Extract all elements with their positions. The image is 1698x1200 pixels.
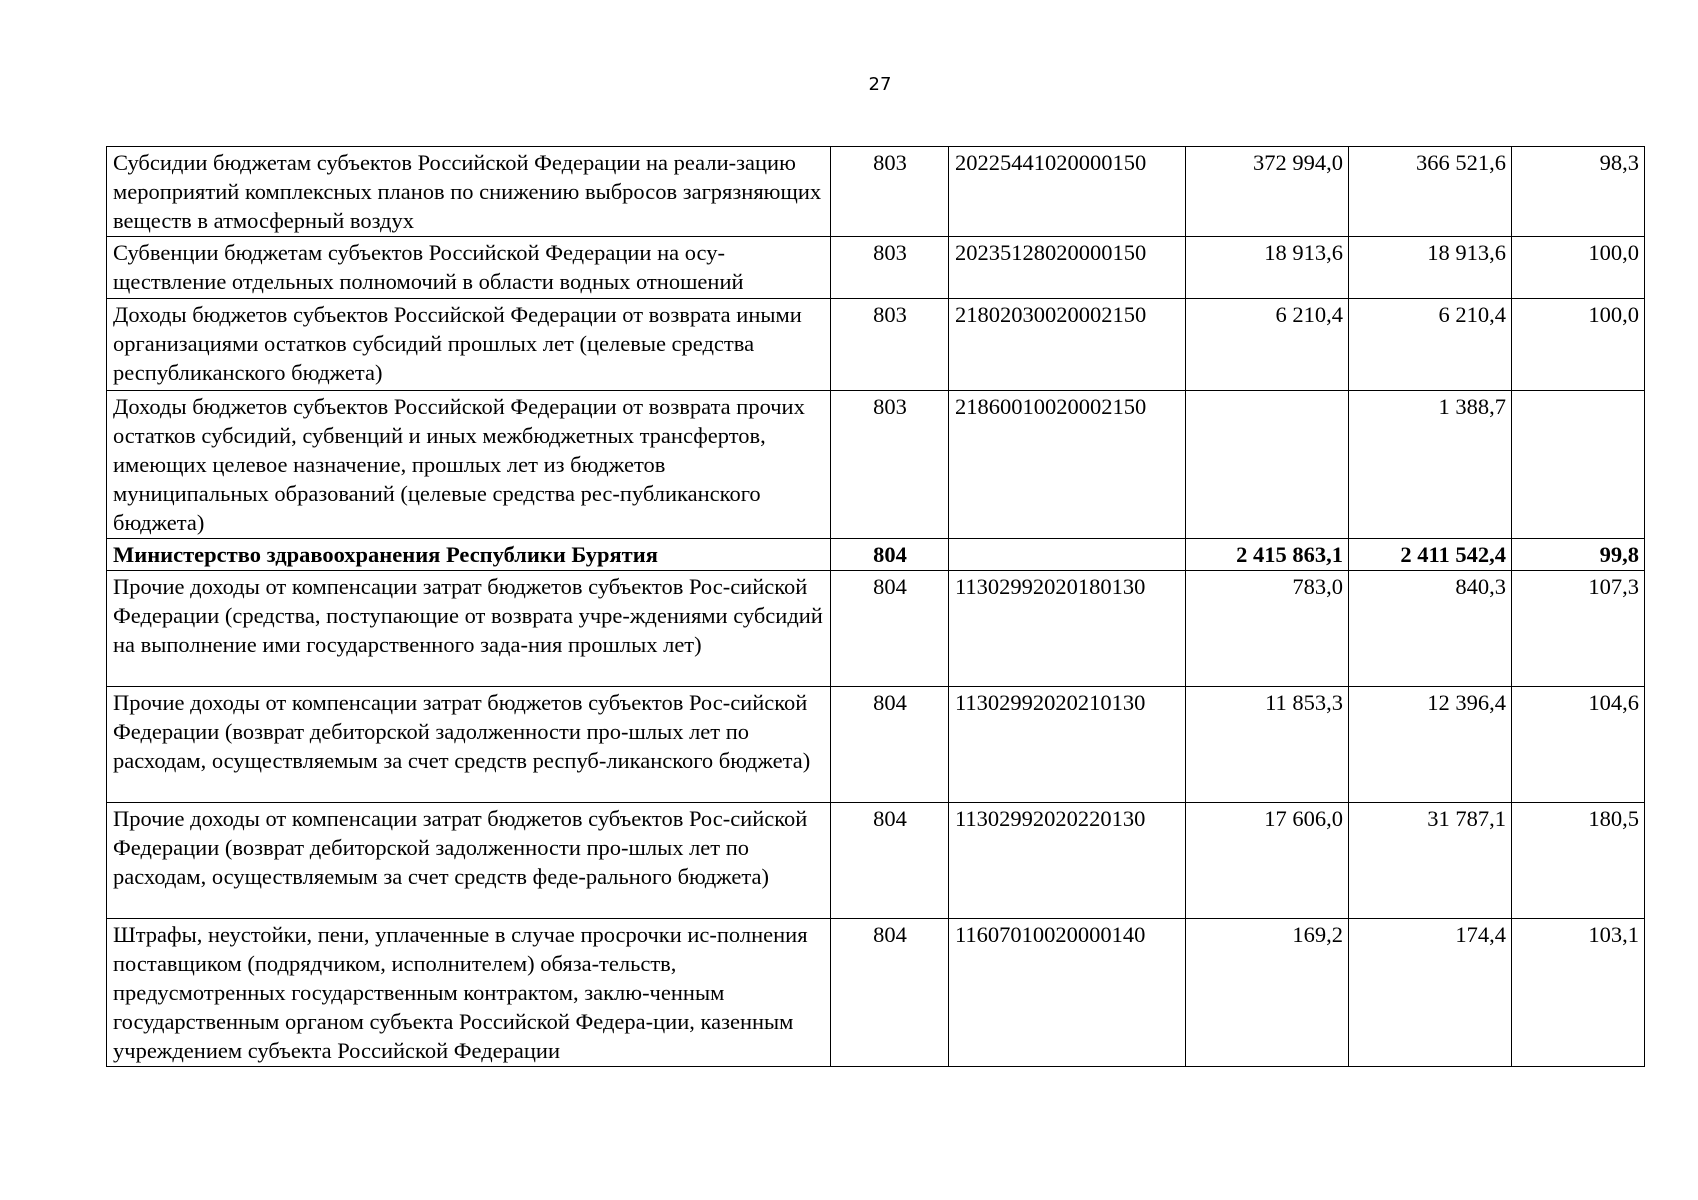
actual-amount-cell: 6 210,4 — [1349, 299, 1512, 391]
actual-amount-cell: 366 521,6 — [1349, 147, 1512, 237]
budget-code-cell: 11302992020220130 — [949, 803, 1186, 919]
plan-amount-cell: 17 606,0 — [1186, 803, 1349, 919]
table-row — [107, 299, 1645, 391]
budget-revenue-table — [106, 146, 1645, 1067]
revenue-name-cell: Министерство здравоохранения Республики Бурятия — [107, 539, 831, 571]
admin-code-cell: 804 — [831, 571, 949, 687]
admin-code-cell: 804 — [831, 687, 949, 803]
plan-amount-cell: 11 853,3 — [1186, 687, 1349, 803]
page-number: 27 — [868, 74, 892, 95]
revenue-name-cell: Субвенции бюджетам субъектов Российской Федерации на осу-ществление отдельных полномочий в области водных отношений — [107, 237, 831, 299]
revenue-name-cell: Субсидии бюджетам субъектов Российской Федерации на реали-зацию мероприятий комплексных планов по снижению выбросов загрязняющих веществ в атмосферный воздух — [107, 147, 831, 237]
table-row — [107, 147, 1645, 237]
percent-cell: 98,3 — [1512, 147, 1645, 237]
plan-amount-cell: 169,2 — [1186, 919, 1349, 1067]
budget-code-cell: 20235128020000150 — [949, 237, 1186, 299]
admin-code-cell: 803 — [831, 299, 949, 391]
percent-cell: 100,0 — [1512, 237, 1645, 299]
table-row-ministry-total — [107, 539, 1645, 571]
admin-code-cell: 803 — [831, 391, 949, 539]
actual-amount-cell: 1 388,7 — [1349, 391, 1512, 539]
admin-code-cell: 804 — [831, 919, 949, 1067]
revenue-name-cell: Прочие доходы от компенсации затрат бюджетов субъектов Рос-сийской Федерации (возврат дебиторской задолженности про-шлых лет по расходам, осуществляемым за счет средств феде-рального бюджета) — [107, 803, 831, 919]
percent-cell: 104,6 — [1512, 687, 1645, 803]
budget-code-cell: 11302992020180130 — [949, 571, 1186, 687]
budget-code-cell: 20225441020000150 — [949, 147, 1186, 237]
revenue-name-cell: Доходы бюджетов субъектов Российской Федерации от возврата прочих остатков субсидий, субвенций и иных межбюджетных трансфертов, имеющих целевое назначение, прошлых лет из бюджетов муниципальных образований (целевые средства рес-публиканского бюджета) — [107, 391, 831, 539]
plan-amount-cell: 2 415 863,1 — [1186, 539, 1349, 571]
plan-amount-cell: 6 210,4 — [1186, 299, 1349, 391]
budget-code-cell: 21802030020002150 — [949, 299, 1186, 391]
revenue-name-cell: Прочие доходы от компенсации затрат бюджетов субъектов Рос-сийской Федерации (возврат дебиторской задолженности про-шлых лет по расходам, осуществляемым за счет средств респуб-ликанского бюджета) — [107, 687, 831, 803]
revenue-name-cell: Прочие доходы от компенсации затрат бюджетов субъектов Рос-сийской Федерации (средства, поступающие от возврата учре-ждениями субсидий на выполнение ими государственного зада-ния прошлых лет) — [107, 571, 831, 687]
percent-cell: 103,1 — [1512, 919, 1645, 1067]
percent-cell: 100,0 — [1512, 299, 1645, 391]
revenue-name-cell: Штрафы, неустойки, пени, уплаченные в случае просрочки ис-полнения поставщиком (подрядчиком, исполнителем) обяза-тельств, предусмотренных государственным контрактом, заклю-ченным государственным органом субъекта Российской Федера-ции, казенным учреждением субъекта Российской Федерации — [107, 919, 831, 1067]
table-row — [107, 237, 1645, 299]
budget-code-cell: 11302992020210130 — [949, 687, 1186, 803]
budget-code-cell: 21860010020002150 — [949, 391, 1186, 539]
table-row — [107, 571, 1645, 687]
actual-amount-cell: 31 787,1 — [1349, 803, 1512, 919]
budget-code-cell — [949, 539, 1186, 571]
percent-cell: 107,3 — [1512, 571, 1645, 687]
actual-amount-cell: 18 913,6 — [1349, 237, 1512, 299]
actual-amount-cell: 174,4 — [1349, 919, 1512, 1067]
budget-code-cell: 11607010020000140 — [949, 919, 1186, 1067]
table-row — [107, 687, 1645, 803]
plan-amount-cell: 372 994,0 — [1186, 147, 1349, 237]
actual-amount-cell: 12 396,4 — [1349, 687, 1512, 803]
percent-cell: 99,8 — [1512, 539, 1645, 571]
percent-cell: 180,5 — [1512, 803, 1645, 919]
table-row — [107, 803, 1645, 919]
admin-code-cell: 803 — [831, 147, 949, 237]
percent-cell — [1512, 391, 1645, 539]
actual-amount-cell: 840,3 — [1349, 571, 1512, 687]
admin-code-cell: 803 — [831, 237, 949, 299]
table-row — [107, 391, 1645, 539]
plan-amount-cell: 783,0 — [1186, 571, 1349, 687]
plan-amount-cell — [1186, 391, 1349, 539]
actual-amount-cell: 2 411 542,4 — [1349, 539, 1512, 571]
admin-code-cell: 804 — [831, 803, 949, 919]
table-row — [107, 919, 1645, 1067]
revenue-name-cell: Доходы бюджетов субъектов Российской Федерации от возврата иными организациями остатков субсидий прошлых лет (целевые средства республиканского бюджета) — [107, 299, 831, 391]
admin-code-cell: 804 — [831, 539, 949, 571]
plan-amount-cell: 18 913,6 — [1186, 237, 1349, 299]
